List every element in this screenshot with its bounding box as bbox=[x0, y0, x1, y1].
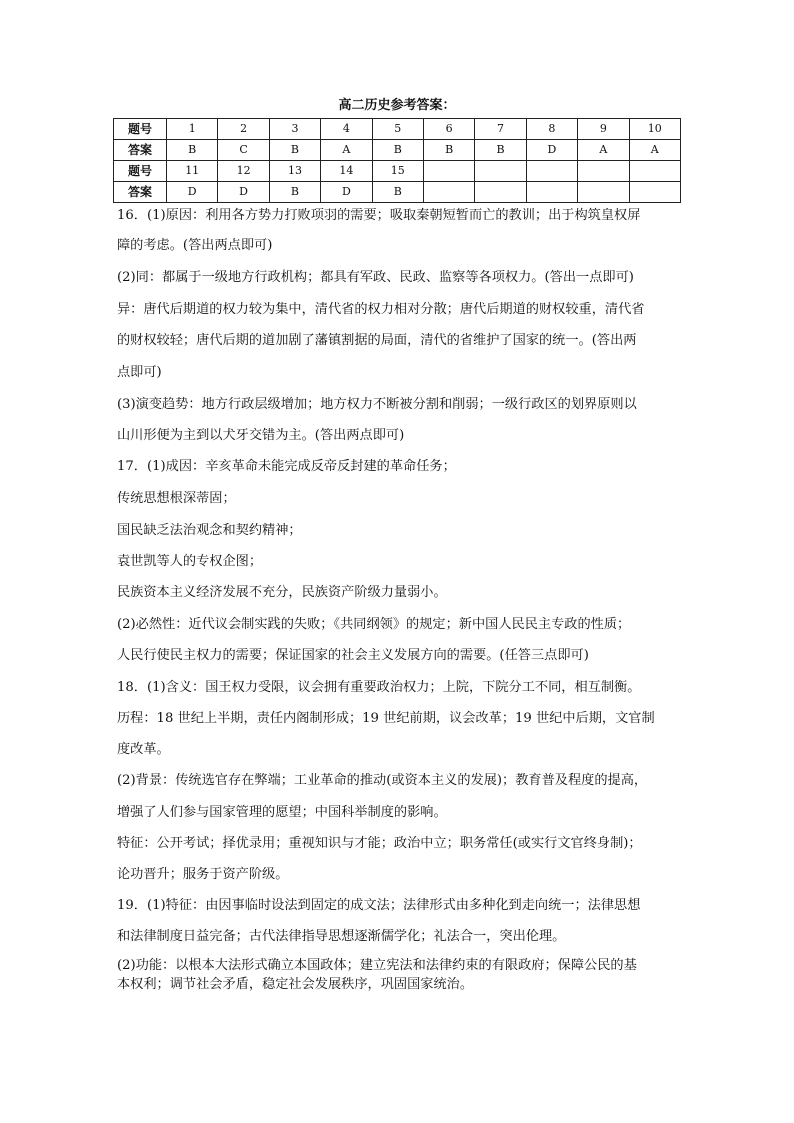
table-cell: D bbox=[218, 182, 269, 203]
answer-line: 的财权较轻；唐代后期的道加剧了藩镇割据的局面，清代的省维护了国家的统一。(答出两 bbox=[117, 333, 637, 348]
table-cell: B bbox=[167, 140, 218, 161]
answer-line: 民族资本主义经济发展不充分，民族资产阶级力量弱小。 bbox=[117, 585, 447, 600]
answer-line: (3)演变趋势：地方行政层级增加；地方权力不断被分割和削弱；一级行政区的划界原则以 bbox=[117, 397, 637, 412]
table-cell bbox=[526, 161, 577, 182]
answer-line: (2)同：都属于一级地方行政机构；都具有军政、民政、监察等各项权力。(答出一点即可) bbox=[117, 270, 634, 285]
table-cell bbox=[629, 161, 680, 182]
answer-line: 点即可) bbox=[117, 365, 162, 380]
table-cell bbox=[578, 161, 629, 182]
table-cell: A bbox=[629, 140, 680, 161]
row-label: 答案 bbox=[114, 140, 167, 161]
table-cell: D bbox=[321, 182, 372, 203]
table-cell: B bbox=[269, 140, 320, 161]
answer-line: 19．(1)特征：由因事临时设法到固定的成文法；法律形式由多种化到走向统一；法律思想 bbox=[117, 898, 641, 913]
answer-line: 增强了人们参与国家管理的愿望；中国科举制度的影响。 bbox=[117, 805, 447, 820]
table-cell: B bbox=[475, 140, 526, 161]
table-cell: 14 bbox=[321, 161, 372, 182]
table-cell: 1 bbox=[167, 119, 218, 140]
table-cell bbox=[475, 182, 526, 203]
table-cell: 2 bbox=[218, 119, 269, 140]
table-cell: 13 bbox=[269, 161, 320, 182]
table-cell: 3 bbox=[269, 119, 320, 140]
page-title: 高二历史参考答案： bbox=[338, 98, 456, 113]
table-cell: B bbox=[372, 182, 423, 203]
table-cell: 5 bbox=[372, 119, 423, 140]
row-label: 题号 bbox=[114, 119, 167, 140]
table-cell: 7 bbox=[475, 119, 526, 140]
row-label: 题号 bbox=[114, 161, 167, 182]
table-cell: 6 bbox=[423, 119, 474, 140]
table-cell: 8 bbox=[526, 119, 577, 140]
table-row bbox=[114, 119, 681, 140]
table-cell: 9 bbox=[578, 119, 629, 140]
row-label: 答案 bbox=[114, 182, 167, 203]
table-cell: 10 bbox=[629, 119, 680, 140]
table-cell: D bbox=[167, 182, 218, 203]
table-cell bbox=[423, 161, 474, 182]
answer-line: 国民缺乏法治观念和契约精神； bbox=[117, 523, 302, 538]
answer-line: 山川形便为主到以犬牙交错为主。(答出两点即可) bbox=[117, 428, 405, 443]
answer-line: 袁世凯等人的专权企图； bbox=[117, 554, 263, 569]
table-cell bbox=[475, 161, 526, 182]
table-cell bbox=[526, 182, 577, 203]
table-cell: 4 bbox=[321, 119, 372, 140]
table-row bbox=[114, 182, 681, 203]
table-cell: 12 bbox=[218, 161, 269, 182]
answer-line: 18．(1)含义：国王权力受限，议会拥有重要政治权力；上院，下院分工不同，相互制衡。 bbox=[117, 680, 641, 695]
answer-line: 度改革。 bbox=[117, 742, 170, 757]
table-cell: D bbox=[526, 140, 577, 161]
answer-line: (2)功能：以根本大法形式确立本国政体；建立宪法和法律约束的有限政府；保障公民的基 bbox=[117, 958, 637, 973]
table-row bbox=[114, 161, 681, 182]
answer-line: 异：唐代后期道的权力较为集中，清代省的权力相对分散；唐代后期道的财权较重，清代省 bbox=[117, 302, 645, 317]
answer-line: 和法律制度日益完备；古代法律指导思想逐渐儒学化；礼法合一，突出伦理。 bbox=[117, 929, 566, 944]
table-cell bbox=[629, 182, 680, 203]
table-cell bbox=[578, 182, 629, 203]
table-cell bbox=[423, 182, 474, 203]
table-cell: B bbox=[269, 182, 320, 203]
answer-line: 特征：公开考试；择优录用；重视知识与才能；政治中立；职务常任(或实行文官终身制)； bbox=[117, 836, 642, 851]
table-cell: 15 bbox=[372, 161, 423, 182]
answer-line: 传统思想根深蒂固； bbox=[117, 491, 236, 506]
table-cell: A bbox=[321, 140, 372, 161]
answer-line: 人民行使民主权力的需要；保证国家的社会主义发展方向的需要。(任答三点即可) bbox=[117, 648, 589, 663]
answer-line: 历程：18 世纪上半期，责任内阁制形成；19 世纪前期，议会改革；19 世纪中后期，文官制 bbox=[117, 711, 655, 726]
answer-line: 17．(1)成因：辛亥革命未能完成反帝反封建的革命任务； bbox=[117, 459, 456, 474]
table-row bbox=[114, 140, 681, 161]
answer-line: 本权利；调节社会矛盾，稳定社会发展秩序，巩固国家统治。 bbox=[117, 977, 474, 992]
table-cell: C bbox=[218, 140, 269, 161]
answer-line: 16．(1)原因：利用各方势力打败项羽的需要；吸取秦朝短暂而亡的教训；出于构筑皇权屏 bbox=[117, 208, 641, 223]
answer-line: (2)必然性：近代议会制实践的失败；《共同纲领》的规定；新中国人民民主专政的性质； bbox=[117, 617, 631, 632]
answer-line: 障的考虑。(答出两点即可) bbox=[117, 238, 273, 253]
answer-line: 论功晋升；服务于资产阶级。 bbox=[117, 867, 289, 882]
table-cell: B bbox=[372, 140, 423, 161]
answer-line: (2)背景：传统选官存在弊端；工业革命的推动(或资本主义的发展)；教育普及程度的提高， bbox=[117, 773, 648, 788]
answer-table bbox=[113, 118, 681, 203]
table-cell: A bbox=[578, 140, 629, 161]
table-cell: B bbox=[423, 140, 474, 161]
table-cell: 11 bbox=[167, 161, 218, 182]
